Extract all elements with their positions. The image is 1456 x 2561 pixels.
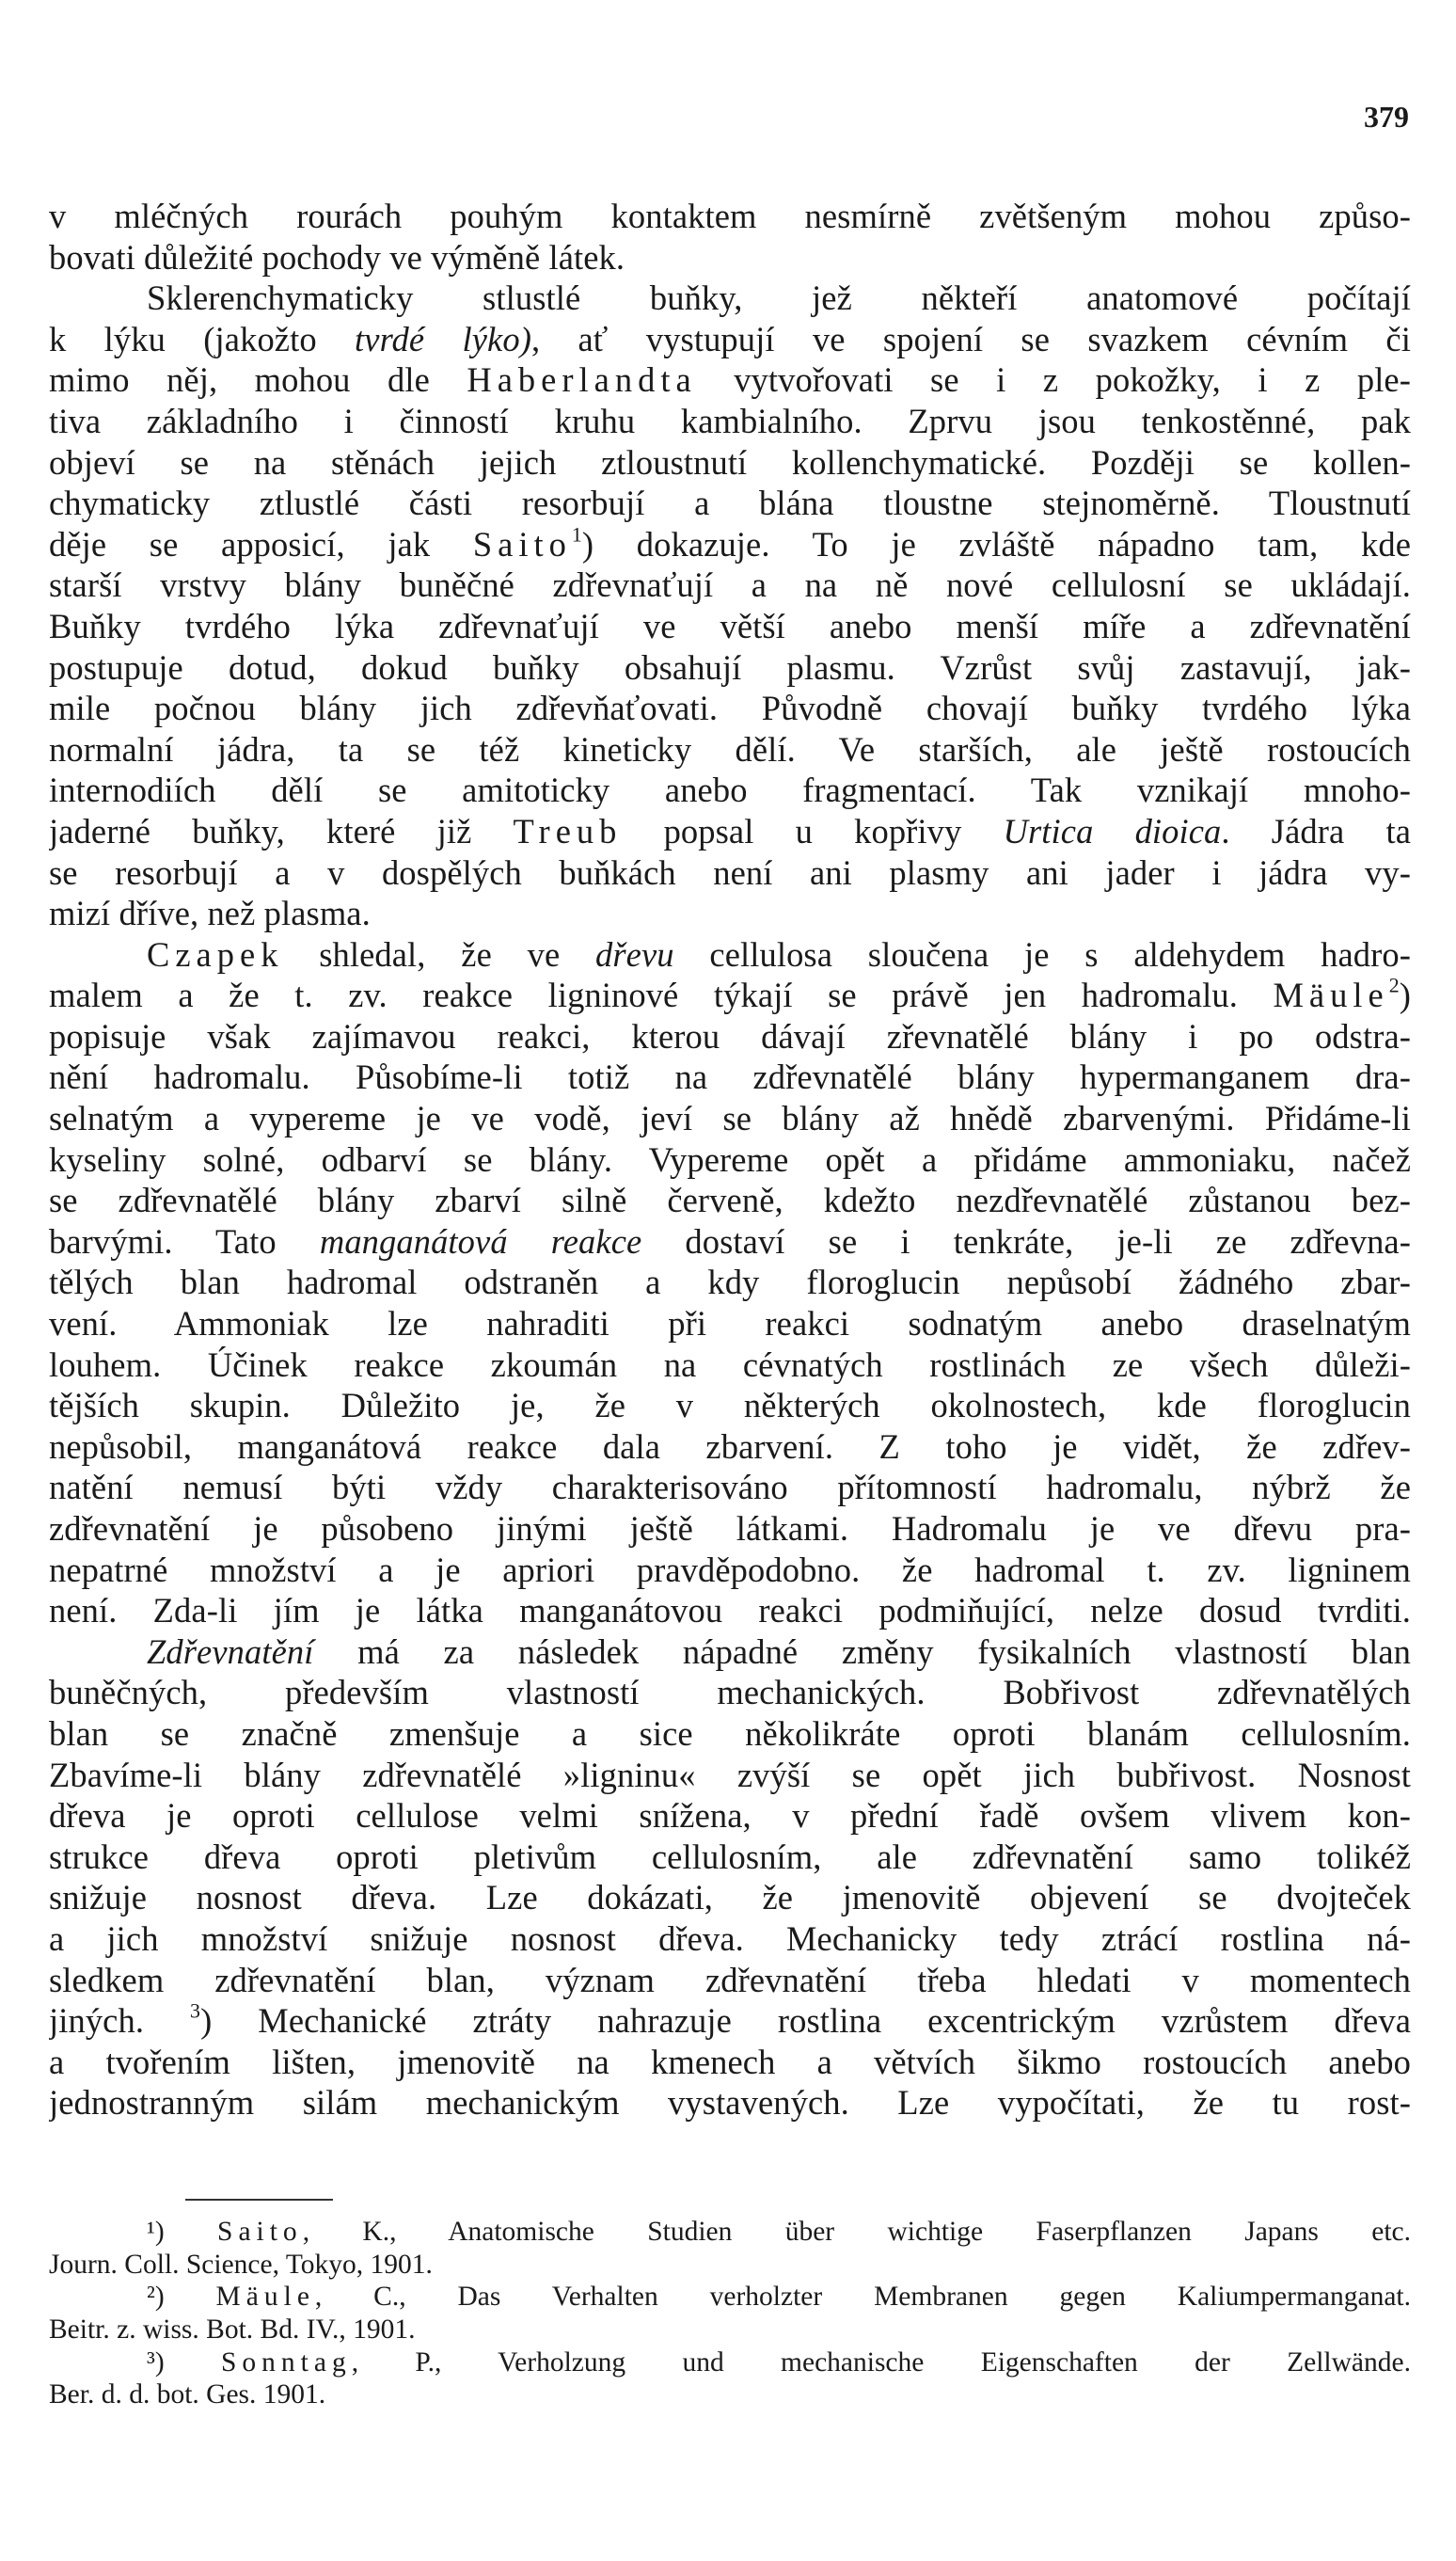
italic-term: dřevu [595, 934, 674, 974]
footnote-line: Journ. Coll. Science, Tokyo, 1901. [49, 2249, 433, 2280]
author-name: Saito [217, 2217, 303, 2247]
footnote-ref: 3 [190, 2000, 201, 2023]
text-line: vení. Ammoniak lze nahraditi při reakci sodnatým anebo draselnatým [49, 1304, 1411, 1344]
text-line: postupuje dotud, dokud buňky obsahují plasmu. Vzrůst svůj zastavují, jak- [49, 647, 1411, 687]
italic-term: manganátová reakce [319, 1221, 642, 1261]
footnote-line: Ber. d. d. bot. Ges. 1901. [49, 2379, 326, 2410]
footnote-ref: 1 [571, 523, 582, 547]
author-name: Czapek [147, 934, 284, 974]
text-line: Sklerenchymaticky stlustlé buňky, jež někteří anatomové počítají [147, 278, 1411, 318]
text-line: děje se apposicí, jak Saito$^1$) dokazuje. To je zvláště nápadno tam, kde [49, 523, 1411, 564]
text-line: strukce dřeva oproti pletivům cellulosním, ale zdřevnatění samo tolikéž [49, 1837, 1411, 1876]
author-name: Treub [513, 811, 623, 851]
text-line: bovati důležité pochody ve výměně látek. [49, 237, 625, 277]
text-line: jednostranným silám mechanickým vystavených. Lze vypočítati, že tu rost- [49, 2083, 1411, 2123]
footnote-line: ²) Mäule, C., Das Verhalten verholzter Membranen gegen Kaliumpermanganat. [147, 2282, 1411, 2313]
text-line: se resorbují a v dospělých buňkách není ani plasmy ani jader i jádra vy- [49, 852, 1411, 892]
text-line: malem a že t. zv. reakce ligninové týkají se právě jen hadromalu. Mäule$^2$) [49, 975, 1411, 1015]
footnote-line: Beitr. z. wiss. Bot. Bd. IV., 1901. [49, 2314, 416, 2346]
body-text [49, 196, 1411, 2124]
text-line: se zdřevnatělé blány zbarví silně červeně, kdežto nezdřevnatělé zůstanou bez- [49, 1181, 1411, 1220]
text-line: starší vrstvy blány buněčné zdřevnaťují a na ně nové cellulosní se ukládají. [49, 565, 1411, 605]
text-line: a tvořením lišten, jmenovitě na kmenech a větvích šikmo rostoucích anebo [49, 2042, 1411, 2081]
author-name: Mäule [215, 2282, 315, 2313]
text-line: není. Zda-li jím je látka manganátovou reakci podmiňující, nelze dosud tvrditi. [49, 1591, 1411, 1630]
text-line: Zbavíme-li blány zdřevnatělé »ligninu« zvýší se opět jich bubřivost. Nosnost [49, 1755, 1411, 1794]
text-line: nepůsobil, manganátová reakce dala zbarvení. Z toho je vidět, že zdřev- [49, 1426, 1411, 1466]
text-line: sledkem zdřevnatění blan, význam zdřevnatění třeba hledati v momentech [49, 1960, 1411, 1999]
text-line: a jich množství snižuje nosnost dřeva. Mechanicky tedy ztrácí rostlina ná- [49, 1918, 1411, 1958]
italic-term: Urtica dioica [1003, 811, 1222, 851]
text-line: popisuje však zajímavou reakci, kterou dávají zřevnatělé blány i po odstra- [49, 1016, 1411, 1056]
text-line: Zdřevnatění má za následek nápadné změny fysikalních vlastností blan [147, 1631, 1411, 1671]
author-name: Sonntag [221, 2346, 352, 2378]
text-line: mizí dříve, než plasma. [49, 894, 371, 933]
footnote-divider [185, 2199, 333, 2201]
text-line: Czapek shledal, že ve dřevu cellulosa sloučena je s aldehydem hadro- [147, 934, 1411, 974]
text-line: objeví se na stěnách jejich ztloustnutí kollenchymatické. Později se kollen- [49, 442, 1411, 482]
page-number: 379 [1364, 100, 1409, 134]
text-line: v mléčných rourách pouhým kontaktem nesmírně zvětšeným mohou způso- [49, 197, 1411, 235]
text-line: normalní jádra, ta se též kineticky dělí. Ve starších, ale ještě rostoucích [49, 729, 1411, 769]
author-name: Haberlandta [467, 360, 697, 400]
text-line: Buňky tvrdého lýka zdřevnaťují ve větší anebo menší míře a zdřevnatění [49, 606, 1411, 645]
footnote-ref: 2 [1388, 975, 1400, 997]
text-line: nepatrné množství a je apriori pravděpodobno. že hadromal t. zv. ligninem [49, 1550, 1411, 1589]
text-line: buněčných, především vlastností mechanických. Bobřivost zdřevnatělých [49, 1673, 1411, 1712]
author-name: Mäule [1273, 976, 1389, 1015]
text-line: k lýku (jakožto tvrdé lýko), ať vystupují ve spojení se svazkem cévním či [49, 319, 1411, 358]
text-line: snižuje nosnost dřeva. Lze dokázati, že jmenovitě objevení se dvojteček [49, 1878, 1411, 1917]
footnote-line: ³) Sonntag, P., Verholzung und mechanische Eigenschaften der Zellwände. [147, 2346, 1411, 2378]
footnote-line: ¹) Saito, K., Anatomische Studien über wichtige Faserpflanzen Japans etc. [147, 2217, 1411, 2247]
italic-term: Zdřevnatění [147, 1631, 314, 1671]
text-line: mile počnou blány jich zdřevňaťovati. Původně chovají buňky tvrdého lýka [49, 689, 1411, 728]
text-line: selnatým a vypereme je ve vodě, jeví se blány až hnědě zbarvenými. Přidáme-li [49, 1099, 1411, 1138]
text-line: tějších skupin. Důležito je, že v některých okolnostech, kde floroglucin [49, 1386, 1411, 1425]
text-line: zdřevnatění je působeno jinými ještě látkami. Hadromalu je ve dřevu pra- [49, 1509, 1411, 1548]
text-line: internodiích dělí se amitoticky anebo fragmentací. Tak vznikají mnoho- [49, 771, 1411, 810]
text-line: blan se značně zmenšuje a sice několikráte oproti blanám cellulosním. [49, 1713, 1411, 1753]
text-line: kyseliny solné, odbarví se blány. Vypereme opět a přidáme ammoniaku, načež [49, 1139, 1411, 1179]
italic-term: tvrdé lýko) [355, 319, 531, 358]
author-name: Saito [472, 524, 572, 564]
text-line: dřeva je oproti cellulose velmi snížena, v přední řadě ovšem vlivem kon- [49, 1796, 1411, 1836]
text-line: jiných. $^3$) Mechanické ztráty nahrazuje rostlina excentrickým vzrůstem dřeva [49, 2000, 1411, 2041]
text-line: tělých blan hadromal odstraněn a kdy floroglucin nepůsobí žádného zbar- [49, 1263, 1411, 1302]
text-line: barvými. Tato manganátová reakce dostaví se i tenkráte, je-li ze zdřevna- [49, 1221, 1411, 1261]
text-line: jaderné buňky, které již Treub popsal u kopřivy Urtica dioica. Jádra ta [49, 811, 1411, 851]
text-line: nění hadromalu. Působíme-li totiž na zdřevnatělé blány hypermanganem dra- [49, 1058, 1411, 1097]
text-line: chymaticky ztlustlé části resorbují a blána tloustne stejnoměrně. Tloustnutí [49, 484, 1411, 523]
footnotes [49, 2216, 1411, 2411]
text-line: natění nemusí býti vždy charakterisováno přítomností hadromalu, nýbrž že [49, 1468, 1411, 1507]
text-line: louhem. Účinek reakce zkoumán na cévnatých rostlinách ze všech důleži- [49, 1344, 1411, 1384]
text-line: tiva základního i činností kruhu kambialního. Zprvu jsou tenkostěnné, pak [49, 401, 1411, 440]
text-line: mimo něj, mohou dle Haberlandta vytvořovati se i z pokožky, i z ple- [49, 360, 1411, 400]
